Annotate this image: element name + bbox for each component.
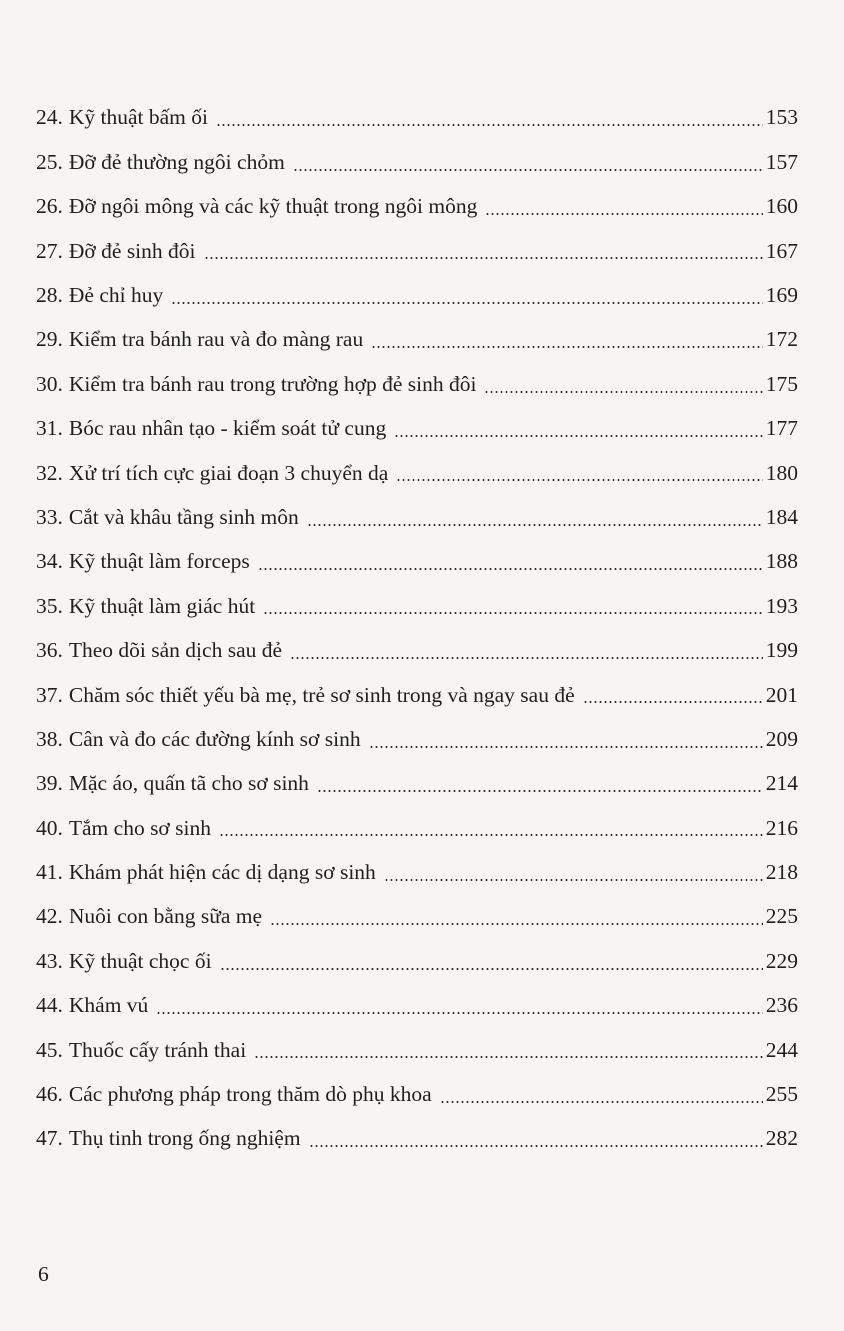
toc-entry-page: 193 xyxy=(765,593,798,618)
toc-entry-number: 34. xyxy=(36,549,63,574)
toc-entry-number: 29. xyxy=(36,327,63,352)
toc-entry-title: Kiểm tra bánh rau trong trường hợp đẻ sinh đôi xyxy=(68,371,477,396)
toc-entry xyxy=(36,229,798,273)
toc-entry xyxy=(36,362,798,406)
toc-entry-number: 25. xyxy=(36,149,63,174)
toc-dot-leader xyxy=(219,834,763,836)
toc-entry-number: 28. xyxy=(36,283,63,307)
toc-entry-page: 218 xyxy=(765,860,798,885)
toc-entry-title: Cân và đo các đường kính sơ sinh xyxy=(68,726,361,751)
toc-entry xyxy=(36,851,798,895)
toc-entry xyxy=(36,407,798,451)
toc-entry-page: 167 xyxy=(765,238,798,263)
toc-entry-page: 172 xyxy=(765,327,798,352)
toc-entry-number: 35. xyxy=(36,593,63,618)
toc-entry xyxy=(36,984,798,1028)
toc-dot-leader xyxy=(270,923,763,925)
toc-entry-title: Kỹ thuật bấm ối xyxy=(68,105,209,130)
toc-entry-page: 201 xyxy=(765,682,798,707)
toc-dot-leader xyxy=(484,391,762,393)
toc-entry-page: 175 xyxy=(765,371,798,396)
toc-dot-leader xyxy=(263,612,763,614)
toc-entry-title: Nuôi con bằng sữa mẹ xyxy=(68,904,263,929)
toc-entry-title: Đỡ ngôi mông và các kỹ thuật trong ngôi mông xyxy=(68,194,478,219)
toc-entry-number: 24. xyxy=(36,105,63,130)
toc-entry-number: 47. xyxy=(36,1126,63,1151)
toc-entry-title: Cắt và khâu tầng sinh môn xyxy=(68,504,299,529)
toc-entry-page: 225 xyxy=(765,904,798,929)
toc-entry xyxy=(36,274,798,318)
toc-entry-title: Các phương pháp trong thăm dò phụ khoa xyxy=(68,1082,432,1107)
toc-dot-leader xyxy=(156,1012,762,1014)
toc-entry-page: 184 xyxy=(765,504,798,529)
toc-entry xyxy=(36,584,798,628)
toc-entry xyxy=(36,895,798,939)
toc-dot-leader xyxy=(220,968,763,970)
toc-entry-title: Khám vú xyxy=(68,993,149,1018)
toc-entry xyxy=(36,140,798,184)
toc-entry-title: Bóc rau nhân tạo - kiểm soát tử cung xyxy=(68,416,387,441)
toc-dot-leader xyxy=(290,657,763,659)
toc-entry xyxy=(36,185,798,229)
toc-dot-leader xyxy=(258,568,763,570)
toc-entry-page: 199 xyxy=(765,638,798,663)
toc-entry xyxy=(36,762,798,806)
toc-entry-number: 45. xyxy=(36,1037,63,1062)
toc-entry-page: 236 xyxy=(765,993,798,1018)
toc-dot-leader xyxy=(583,701,763,703)
toc-entry xyxy=(36,496,798,540)
toc-dot-leader xyxy=(396,479,762,481)
toc-entry-number: 43. xyxy=(36,948,63,973)
toc-entry-page: 169 xyxy=(765,283,798,307)
toc-entry xyxy=(36,318,798,362)
toc-dot-leader xyxy=(384,879,763,881)
toc-entry-number: 38. xyxy=(36,726,63,751)
toc-entry-title: Kiểm tra bánh rau và đo màng rau xyxy=(68,327,364,352)
toc-entry-number: 41. xyxy=(36,860,63,885)
toc-dot-leader xyxy=(309,1145,763,1147)
toc-entry xyxy=(36,540,798,584)
toc-entry-page: 188 xyxy=(765,549,798,574)
toc-entry-page: 229 xyxy=(765,948,798,973)
toc-entry-title: Kỹ thuật làm giác hút xyxy=(68,593,256,618)
toc-entry-title: Đỡ đẻ thường ngôi chỏm xyxy=(68,149,285,174)
toc-entry-title: Tắm cho sơ sinh xyxy=(68,815,212,840)
toc-entry xyxy=(36,629,798,673)
toc-entry xyxy=(36,451,798,495)
toc-dot-leader xyxy=(394,435,763,437)
toc-dot-leader xyxy=(485,213,762,215)
toc-entry xyxy=(36,1073,798,1117)
toc-dot-leader xyxy=(254,1056,763,1058)
toc-entry-title: Đỡ đẻ sinh đôi xyxy=(68,238,196,263)
toc-entry-number: 37. xyxy=(36,682,63,707)
toc-entry-number: 40. xyxy=(36,815,63,840)
toc-entry-number: 30. xyxy=(36,371,63,396)
toc-entry-number: 26. xyxy=(36,194,63,219)
toc-entry xyxy=(36,806,798,850)
toc-dot-leader xyxy=(204,257,763,259)
toc-dot-leader xyxy=(371,346,763,348)
toc-entry xyxy=(36,1117,798,1161)
toc-entry-number: 36. xyxy=(36,638,63,663)
toc-entry-page: 209 xyxy=(765,726,798,751)
toc-dot-leader xyxy=(171,302,763,304)
toc-entry-number: 27. xyxy=(36,238,63,263)
toc-dot-leader xyxy=(293,169,763,171)
toc-dot-leader xyxy=(440,1101,763,1103)
toc-entry-number: 33. xyxy=(36,504,63,529)
toc-entry-page: 244 xyxy=(765,1037,798,1062)
toc-entry-number: 32. xyxy=(36,460,63,485)
toc-entry xyxy=(36,717,798,761)
toc-entry-title: Thuốc cấy tránh thai xyxy=(68,1037,247,1062)
page-number: 6 xyxy=(38,1262,49,1286)
toc-entry-page: 180 xyxy=(765,460,798,485)
toc-entry-title: Chăm sóc thiết yếu bà mẹ, trẻ sơ sinh trong và ngay sau đẻ xyxy=(68,682,575,707)
toc-entry xyxy=(36,673,798,717)
toc-entry-page: 216 xyxy=(765,815,798,840)
toc-dot-leader xyxy=(369,746,763,748)
toc-entry-title: Xử trí tích cực giai đoạn 3 chuyển dạ xyxy=(68,460,389,485)
toc-entry xyxy=(36,939,798,983)
toc-dot-leader xyxy=(317,790,763,792)
toc-entry-number: 46. xyxy=(36,1082,63,1107)
toc-entry-page: 153 xyxy=(765,105,798,130)
toc-entry-page: 177 xyxy=(765,416,798,441)
toc-entry-title: Thụ tinh trong ống nghiệm xyxy=(68,1126,301,1151)
toc-entry-title: Khám phát hiện các dị dạng sơ sinh xyxy=(68,860,376,885)
toc-entry-page: 214 xyxy=(765,771,798,796)
toc-entry-title: Đẻ chỉ huy xyxy=(68,283,164,307)
toc-entry-title: Kỹ thuật làm forceps xyxy=(68,549,250,574)
table-of-contents xyxy=(36,96,798,1161)
toc-entry-page: 255 xyxy=(765,1082,798,1107)
toc-entry-page: 160 xyxy=(765,194,798,219)
toc-entry-number: 31. xyxy=(36,416,63,441)
toc-entry-title: Mặc áo, quấn tã cho sơ sinh xyxy=(68,771,309,796)
toc-entry-number: 44. xyxy=(36,993,63,1018)
toc-entry xyxy=(36,1028,798,1072)
toc-entry xyxy=(36,96,798,140)
toc-dot-leader xyxy=(307,524,763,526)
toc-entry-title: Kỹ thuật chọc ối xyxy=(68,948,212,973)
toc-entry-number: 42. xyxy=(36,904,63,929)
toc-entry-number: 39. xyxy=(36,771,63,796)
toc-entry-page: 282 xyxy=(765,1126,798,1151)
toc-entry-title: Theo dõi sản dịch sau đẻ xyxy=(68,638,283,663)
toc-entry-page: 157 xyxy=(765,149,798,174)
toc-dot-leader xyxy=(216,124,763,126)
